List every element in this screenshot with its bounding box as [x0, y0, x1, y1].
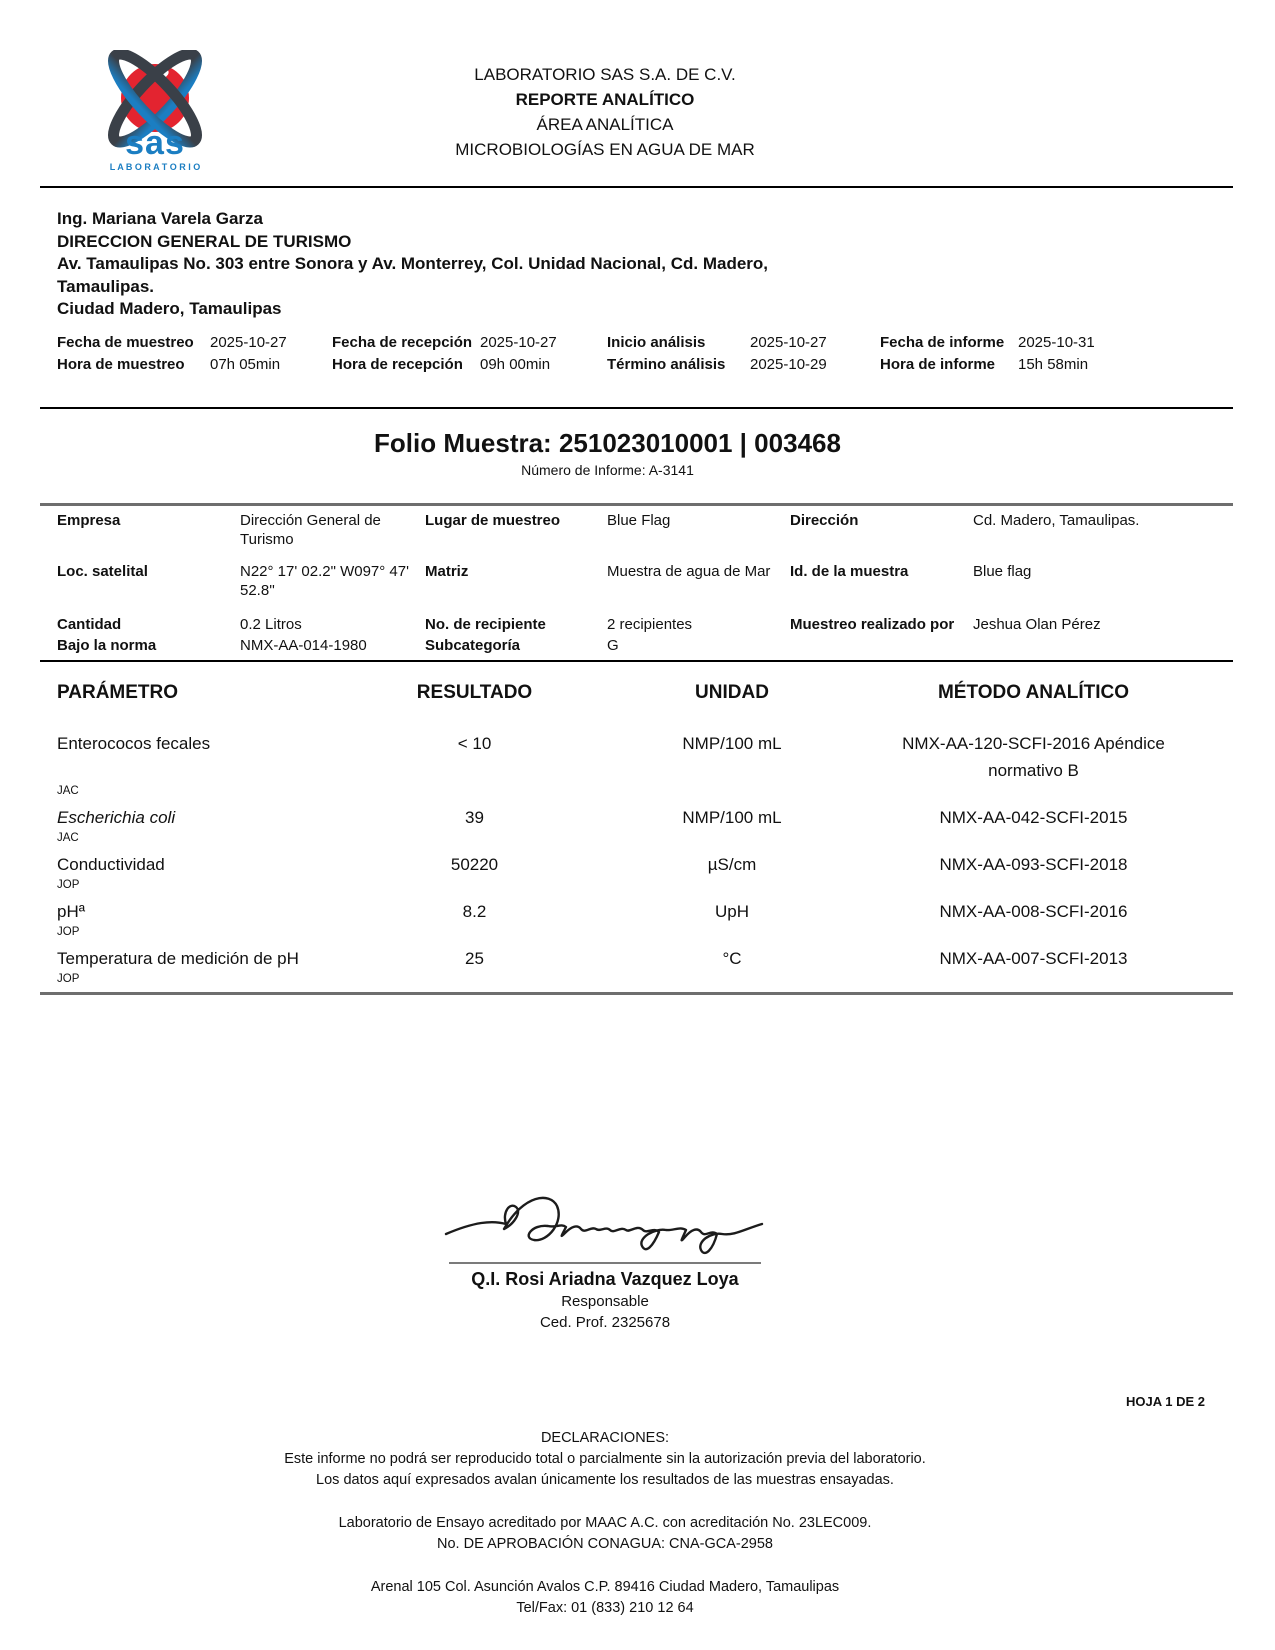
param-result: 8.2: [462, 902, 487, 921]
declaration-line: Los datos aquí expresados avalan únicamente los resultados de las muestras ensayadas.: [316, 1472, 894, 1488]
param-unit: °C: [722, 949, 742, 968]
col-header-metodo: MÉTODO ANALÍTICO: [937, 682, 1130, 703]
sample-value: Blue Flag: [607, 512, 671, 529]
sample-label: Empresa: [57, 512, 121, 529]
param-result: 50220: [450, 855, 499, 874]
client-block: [57, 208, 1197, 321]
param-method: NMX-AA-008-SCFI-2016: [939, 902, 1128, 921]
sample-value: 2 recipientes: [607, 616, 693, 633]
sample-value: N22° 17' 02.2" W097° 47' 52.8'': [240, 563, 409, 599]
folio-title: Folio Muestra: 251023010001 | 003468: [374, 428, 841, 458]
declaration-line: Este informe no podrá ser reproducido total o parcialmente sin la autorización previa del laboratorio.: [284, 1451, 926, 1467]
sample-value: 0.2 Litros: [240, 616, 302, 633]
declarations-section: [0, 1428, 1210, 1619]
analyst-initials: JAC: [57, 832, 79, 844]
logo-brand-text: sas: [125, 124, 185, 162]
param-result: < 10: [457, 734, 492, 753]
results-header-row: [57, 680, 1185, 706]
param-method: NMX-AA-093-SCFI-2018: [939, 855, 1128, 874]
date-value: 2025-10-27: [210, 334, 287, 351]
sample-value: Cd. Madero, Tamaulipas.: [973, 512, 1140, 529]
sample-row: [57, 563, 1232, 600]
param-name: Enterococos fecales: [57, 734, 211, 753]
sample-value: Muestra de agua de Mar: [607, 563, 771, 580]
client-address-line2: Tamaulipas.: [57, 276, 154, 296]
logo-sub-text: L A B O R A T O R I O: [109, 162, 201, 172]
report-number: Número de Informe: A-3141: [521, 462, 694, 478]
sample-label: Dirección: [790, 512, 859, 529]
handwritten-signature: [440, 1182, 770, 1260]
analyst-initials: JOP: [57, 879, 80, 891]
sample-label: Id. de la muestra: [790, 563, 909, 580]
folio-divider: [40, 503, 1233, 506]
date-label: Hora de muestreo: [57, 355, 185, 373]
analyst-initials: JOP: [57, 926, 80, 938]
col-header-unidad: UNIDAD: [695, 682, 769, 703]
lab-phone: Tel/Fax: 01 (833) 210 12 64: [516, 1600, 694, 1616]
folio-section: [0, 426, 1215, 480]
date-label: Fecha de muestreo: [57, 334, 194, 351]
sample-label: No. de recipiente: [425, 616, 546, 633]
param-name: Conductividad: [57, 855, 165, 874]
date-value: 2025-10-27: [480, 334, 557, 351]
param-result: 25: [465, 949, 484, 968]
param-method: NMX-AA-042-SCFI-2015: [939, 808, 1128, 827]
analyst-initials: JAC: [57, 785, 79, 797]
sample-label: Matriz: [425, 563, 469, 580]
signer-license: Ced. Prof. 2325678: [539, 1314, 671, 1331]
client-city: Ciudad Madero, Tamaulipas: [57, 299, 282, 318]
results-table: [57, 680, 1185, 992]
sample-row: [57, 637, 1232, 656]
lab-address: Arenal 105 Col. Asunción Avalos C.P. 89416 Ciudad Madero, Tamaulipas: [370, 1579, 840, 1595]
date-value: 09h 00min: [480, 355, 551, 373]
date-label: Fecha de informe: [880, 334, 1005, 351]
result-row: [57, 730, 1185, 798]
sample-value: NMX-AA-014-1980: [240, 636, 367, 654]
sample-label: Loc. satelital: [57, 563, 148, 580]
date-value: 07h 05min: [210, 355, 281, 373]
sample-value: Dirección General de Turismo: [240, 512, 381, 548]
signer-role: Responsable: [561, 1293, 649, 1310]
sample-row: [57, 616, 1232, 635]
sample-label: Lugar de muestreo: [425, 512, 561, 529]
page-number: HOJA 1 DE 2: [1126, 1394, 1205, 1409]
signature-block: [0, 1182, 1210, 1333]
date-value: 2025-10-27: [750, 334, 827, 351]
param-method: NMX-AA-007-SCFI-2013: [939, 949, 1128, 968]
param-unit: µS/cm: [707, 855, 757, 874]
param-name: Escherichia coli: [57, 808, 176, 827]
param-name: pHª: [57, 902, 86, 921]
param-result: 39: [465, 808, 484, 827]
sample-value: Jeshua Olan Pérez: [973, 616, 1101, 633]
date-label: Inicio análisis: [607, 334, 706, 351]
param-name: Temperatura de medición de pH: [57, 949, 299, 968]
result-row: [57, 804, 1185, 845]
date-value: 15h 58min: [1018, 355, 1089, 373]
date-label: Fecha de recepción: [332, 334, 473, 351]
sample-label: Bajo la norma: [57, 636, 157, 654]
results-divider: [40, 992, 1233, 995]
analyst-initials: JOP: [57, 973, 80, 985]
sample-row: [57, 512, 1232, 549]
report-title: REPORTE ANALÍTICO: [515, 90, 695, 109]
date-value: 2025-10-31: [1018, 334, 1095, 351]
result-row: [57, 898, 1185, 939]
accreditation-line: Laboratorio de Ensayo acreditado por MAAC A.C. con acreditación No. 23LEC009.: [338, 1515, 872, 1531]
accreditation-line: No. DE APROBACIÓN CONAGUA: CNA-GCA-2958: [437, 1536, 773, 1552]
date-label: Hora de informe: [880, 355, 996, 373]
dates-divider: [40, 407, 1233, 409]
client-contact: Ing. Mariana Varela Garza: [57, 209, 263, 228]
sample-value: Blue flag: [973, 563, 1032, 580]
sample-label: Subcategoría: [425, 636, 521, 654]
param-unit: NMP/100 mL: [682, 808, 782, 827]
col-header-parametro: PARÁMETRO: [57, 682, 179, 703]
result-row: [57, 851, 1185, 892]
sample-label: Muestreo realizado por: [790, 616, 955, 633]
col-header-resultado: RESULTADO: [416, 682, 533, 703]
sample-label: Cantidad: [57, 616, 122, 633]
dates-grid: [57, 332, 1237, 375]
signer-name: Q.I. Rosi Ariadna Vazquez Loya: [471, 1269, 739, 1289]
report-header: [0, 62, 1210, 162]
result-row: [57, 945, 1185, 986]
signature-line: [449, 1262, 761, 1264]
analytical-area: ÁREA ANALÍTICA: [536, 115, 674, 134]
date-label: Hora de recepción: [332, 355, 463, 373]
header-divider: [40, 186, 1233, 188]
report-subject: MICROBIOLOGÍAS EN AGUA DE MAR: [455, 140, 755, 159]
sample-divider: [40, 660, 1233, 662]
client-address-line1: Av. Tamaulipas No. 303 entre Sonora y Av. Monterrey, Col. Unidad Nacional, Cd. Madero,: [57, 254, 769, 273]
declarations-title: DECLARACIONES:: [540, 1430, 670, 1446]
param-method: NMX-AA-120-SCFI-2016 Apéndice normativo B: [902, 734, 1165, 780]
sample-info: [57, 512, 1232, 655]
param-unit: UpH: [714, 902, 749, 921]
sample-value: G: [607, 636, 619, 654]
date-label: Término análisis: [607, 355, 726, 373]
company-name: LABORATORIO SAS S.A. DE C.V.: [474, 65, 736, 84]
param-unit: NMP/100 mL: [682, 734, 782, 753]
client-organization: DIRECCION GENERAL DE TURISMO: [57, 231, 352, 251]
date-value: 2025-10-29: [750, 355, 827, 373]
